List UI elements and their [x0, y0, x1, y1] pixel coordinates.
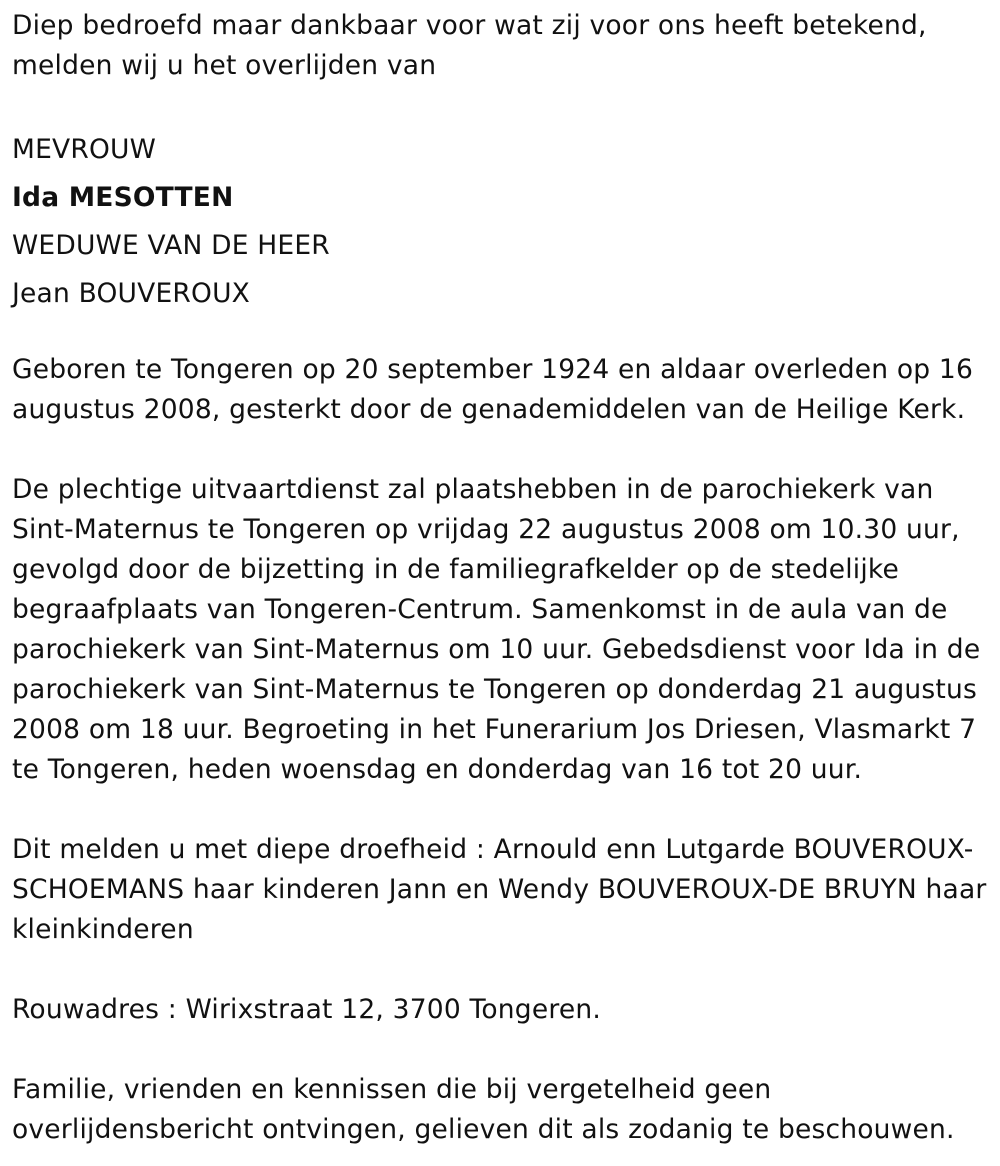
obituary-notice: [12, 6, 992, 1150]
spacer: [12, 950, 992, 990]
spacer: [12, 430, 992, 470]
service-text: De plechtige uitvaartdienst zal plaatshebben in de parochiekerk van Sint-Maternus te Tongeren op vrijdag 22 augustus 2008 om 10.30 uur, gevolgd door de bijzetting in de familiegrafkelder op de stedelijke begraafplaats van Tongeren-Centrum. Samenkomst in de aula van de parochiekerk van Sint-Maternus om 10 uur. Gebedsdienst voor Ida in de parochiekerk van Sint-Maternus te Tongeren op donderdag 21 augustus 2008 om 18 uur. Begroeting in het Funerarium Jos Driesen, Vlasmarkt 7 te Tongeren, heden woensdag en donderdag van 16 tot 20 uur.: [12, 474, 981, 785]
title-line: MEVROUW: [12, 134, 157, 165]
spouse-name: Jean BOUVEROUX: [12, 278, 251, 309]
deceased-name: Ida MESOTTEN: [12, 182, 234, 213]
address-text: Rouwadres : Wirixstraat 12, 3700 Tongeren.: [12, 994, 601, 1025]
relation-line: WEDUWE VAN DE HEER: [12, 230, 330, 261]
closing-text: Familie, vrienden en kennissen die bij vergetelheid geen overlijdensbericht ontvingen, gelieven dit als zodanig te beschouwen.: [12, 1074, 955, 1145]
intro-text: Diep bedroefd maar dankbaar voor wat zij voor ons heeft betekend, melden wij u het overlijden van: [12, 10, 927, 81]
spacer: [12, 318, 992, 350]
spacer: [12, 86, 992, 126]
family-text: Dit melden u met diepe droefheid : Arnould enn Lutgarde BOUVEROUX-SCHOEMANS haar kinderen Jann en Wendy BOUVEROUX-DE BRUYN haar kleinkinderen: [12, 834, 987, 945]
spacer: [12, 1030, 992, 1070]
birth-death-text: Geboren te Tongeren op 20 september 1924 en aldaar overleden op 16 augustus 2008, gesterkt door de genademiddelen van de Heilige Kerk.: [12, 354, 974, 425]
spacer: [12, 790, 992, 830]
